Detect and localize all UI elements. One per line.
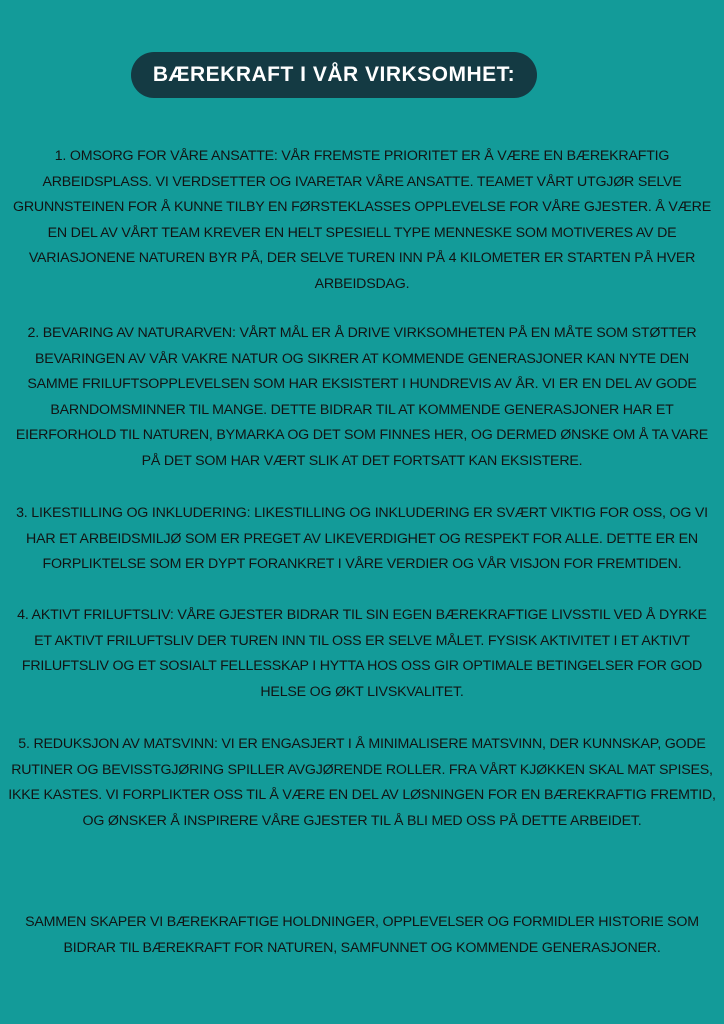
title-banner <box>131 52 537 98</box>
section-equality-inclusion: 3. LIKESTILLING OG INKLUDERING: LIKESTILLING OG INKLUDERING ER SVÆRT VIKTIG FOR OSS, OG VI HAR ET ARBEIDSMILJØ SOM ER PREGET AV LIKEVERDIGHET OG RESPEKT FOR ALLE. DETTE ER EN FORPLIKTELSE SOM ER DYPT FORANKRET I VÅRE VERDIER OG VÅR VISJON FOR FREMTIDEN. <box>16 505 708 573</box>
section-employees: 1. OMSORG FOR VÅRE ANSATTE: VÅR FREMSTE PRIORITET ER Å VÆRE EN BÆREKRAFTIG ARBEIDSPLASS. VI VERDSETTER OG IVARETAR VÅRE ANSATTE. TEAMET VÅRT UTGJØR SELVE GRUNNSTEINEN FOR Å KUNNE TILBY EN FØRSTEKLASSES OPPLEVELSE FOR VÅRE GJESTER. Å VÆRE EN DEL AV VÅRT TEAM KREVER EN HELT SPESIELL TYPE MENNESKE SOM MOTIVERES AV DE VARIASJONENE NATUREN BYR PÅ, DER SELVE TUREN INN PÅ 4 KILOMETER ER STARTEN PÅ HVER ARBEIDSDAG. <box>13 148 711 292</box>
section-active-outdoor-life: 4. AKTIVT FRILUFTSLIV: VÅRE GJESTER BIDRAR TIL SIN EGEN BÆREKRAFTIGE LIVSSTIL VED Å DYRKE ET AKTIVT FRILUFTSLIV DER TUREN INN TIL OSS ER SELVE MÅLET. FYSISK AKTIVITET I ET AKTIVT FRILUFTSLIV OG ET SOSIALT FELLESSKAP I HYTTA HOS OSS GIR OPTIMALE BETINGELSER FOR GOD HELSE OG ØKT LIVSKVALITET. <box>17 607 707 700</box>
section-food-waste: 5. REDUKSJON AV MATSVINN: VI ER ENGASJERT I Å MINIMALISERE MATSVINN, DER KUNNSKAP, GODE RUTINER OG BEVISSTGJØRING SPILLER AVGJØRENDE ROLLER. FRA VÅRT KJØKKEN SKAL MAT SPISES, IKKE KASTES. VI FORPLIKTER OSS TIL Å VÆRE EN DEL AV LØSNINGEN FOR EN BÆREKRAFTIG FREMTID, OG ØNSKER Å INSPIRERE VÅRE GJESTER TIL Å BLI MED OSS PÅ DETTE ARBEIDET. <box>8 736 716 829</box>
page-title: BÆREKRAFT I VÅR VIRKSOMHET: <box>152 63 516 86</box>
closing-statement: SAMMEN SKAPER VI BÆREKRAFTIGE HOLDNINGER, OPPLEVELSER OG FORMIDLER HISTORIE SOM BIDRAR TIL BÆREKRAFT FOR NATUREN, SAMFUNNET OG KOMMENDE GENERASJONER. <box>25 914 699 956</box>
section-nature-heritage: 2. BEVARING AV NATURARVEN: VÅRT MÅL ER Å DRIVE VIRKSOMHETEN PÅ EN MÅTE SOM STØTTER BEVARINGEN AV VÅR VAKRE NATUR OG SIKRER AT KOMMENDE GENERASJONER KAN NYTE DEN SAMME FRILUFTSOPPLEVELSEN SOM HAR EKSISTERT I HUNDREVIS AV ÅR. VI ER EN DEL AV GODE BARNDOMSMINNER TIL MANGE. DETTE BIDRAR TIL AT KOMMENDE GENERASJONER HAR ET EIERFORHOLD TIL NATUREN, BYMARKA OG DET SOM FINNES HER, OG DERMED ØNSKE OM Å TA VARE PÅ DET SOM HAR VÆRT SLIK AT DET FORTSATT KAN EKSISTERE. <box>15 325 709 469</box>
